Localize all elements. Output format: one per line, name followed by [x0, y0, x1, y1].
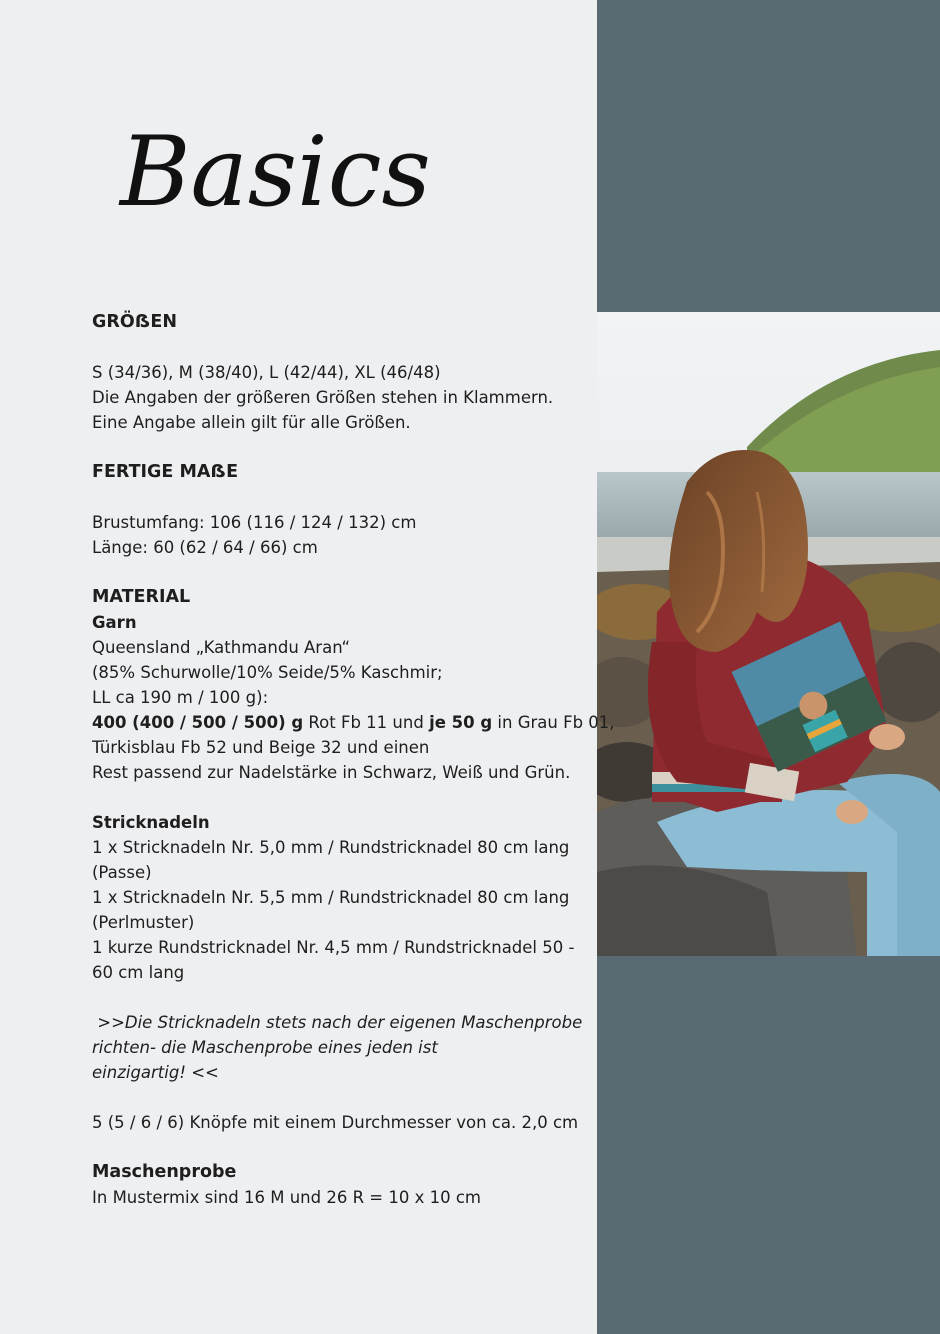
sizes-heading: GRÖẞEN — [92, 312, 177, 332]
yarn-line: (85% Schurwolle/10% Seide/5% Kaschmir; — [92, 663, 443, 682]
sizes-line: S (34/36), M (38/40), L (42/44), XL (46/48) — [92, 363, 441, 382]
each-text: in Grau Fb 01, — [492, 713, 615, 732]
gauge-line: In Mustermix sind 16 M und 26 R = 10 x 10 cm — [92, 1188, 482, 1207]
yarn-heading: Garn — [92, 613, 137, 632]
needles-heading: Stricknadeln — [92, 813, 210, 832]
needle-line: 1 x Stricknadeln Nr. 5,5 mm / Rundstricknadel 80 cm lang — [92, 888, 570, 907]
note-text: einzigartig! << — [92, 1063, 219, 1082]
needle-line: 60 cm lang — [92, 963, 185, 982]
buttons-line: 5 (5 / 6 / 6) Knöpfe mit einem Durchmesser von ca. 2,0 cm — [92, 1113, 579, 1132]
note-text: richten- die Maschenprobe eines jeden ist — [92, 1038, 438, 1057]
note-text: >>Die Stricknadeln stets nach der eigenen Maschenprobe — [92, 1013, 583, 1032]
page-title — [110, 95, 490, 255]
material-heading: MATERIAL — [92, 587, 191, 607]
each-bold: je 50 g — [429, 713, 493, 732]
needle-line: 1 x Stricknadeln Nr. 5,0 mm / Rundstricknadel 80 cm lang — [92, 838, 570, 857]
note-line — [92, 1035, 582, 1060]
gauge-heading: Maschenprobe — [92, 1162, 237, 1182]
finished-heading: FERTIGE MAẞE — [92, 462, 239, 482]
sizes-line: Eine Angabe allein gilt für alle Größen. — [92, 413, 411, 432]
finished-line: Brustumfang: 106 (116 / 124 / 132) cm — [92, 513, 417, 532]
amount-bold: 400 (400 / 500 / 500) g — [92, 713, 304, 732]
basics-content — [92, 310, 615, 1210]
note-line — [92, 1060, 582, 1085]
page-title-text: Basics — [120, 116, 431, 228]
finished-line: Länge: 60 (62 / 64 / 66) cm — [92, 538, 318, 557]
yarn-line: Queensland „Kathmandu Aran“ — [92, 638, 351, 657]
rest-line: Rest passend zur Nadelstärke in Schwarz, Weiß und Grün. — [92, 763, 571, 782]
needle-line: (Perlmuster) — [92, 913, 195, 932]
sizes-line: Die Angaben der größeren Größen stehen in Klammern. — [92, 388, 554, 407]
note-line — [92, 1010, 582, 1035]
colors-line: Türkisblau Fb 52 und Beige 32 und einen — [92, 738, 430, 757]
needle-line: 1 kurze Rundstricknadel Nr. 4,5 mm / Rundstricknadel 50 - — [92, 938, 575, 957]
photo-woman-with-book — [597, 312, 940, 956]
yarn-amount-line — [92, 710, 615, 735]
yarn-line: LL ca 190 m / 100 g): — [92, 688, 269, 707]
amount-text: Rot Fb 11 und — [303, 713, 430, 732]
needle-line: (Passe) — [92, 863, 152, 882]
